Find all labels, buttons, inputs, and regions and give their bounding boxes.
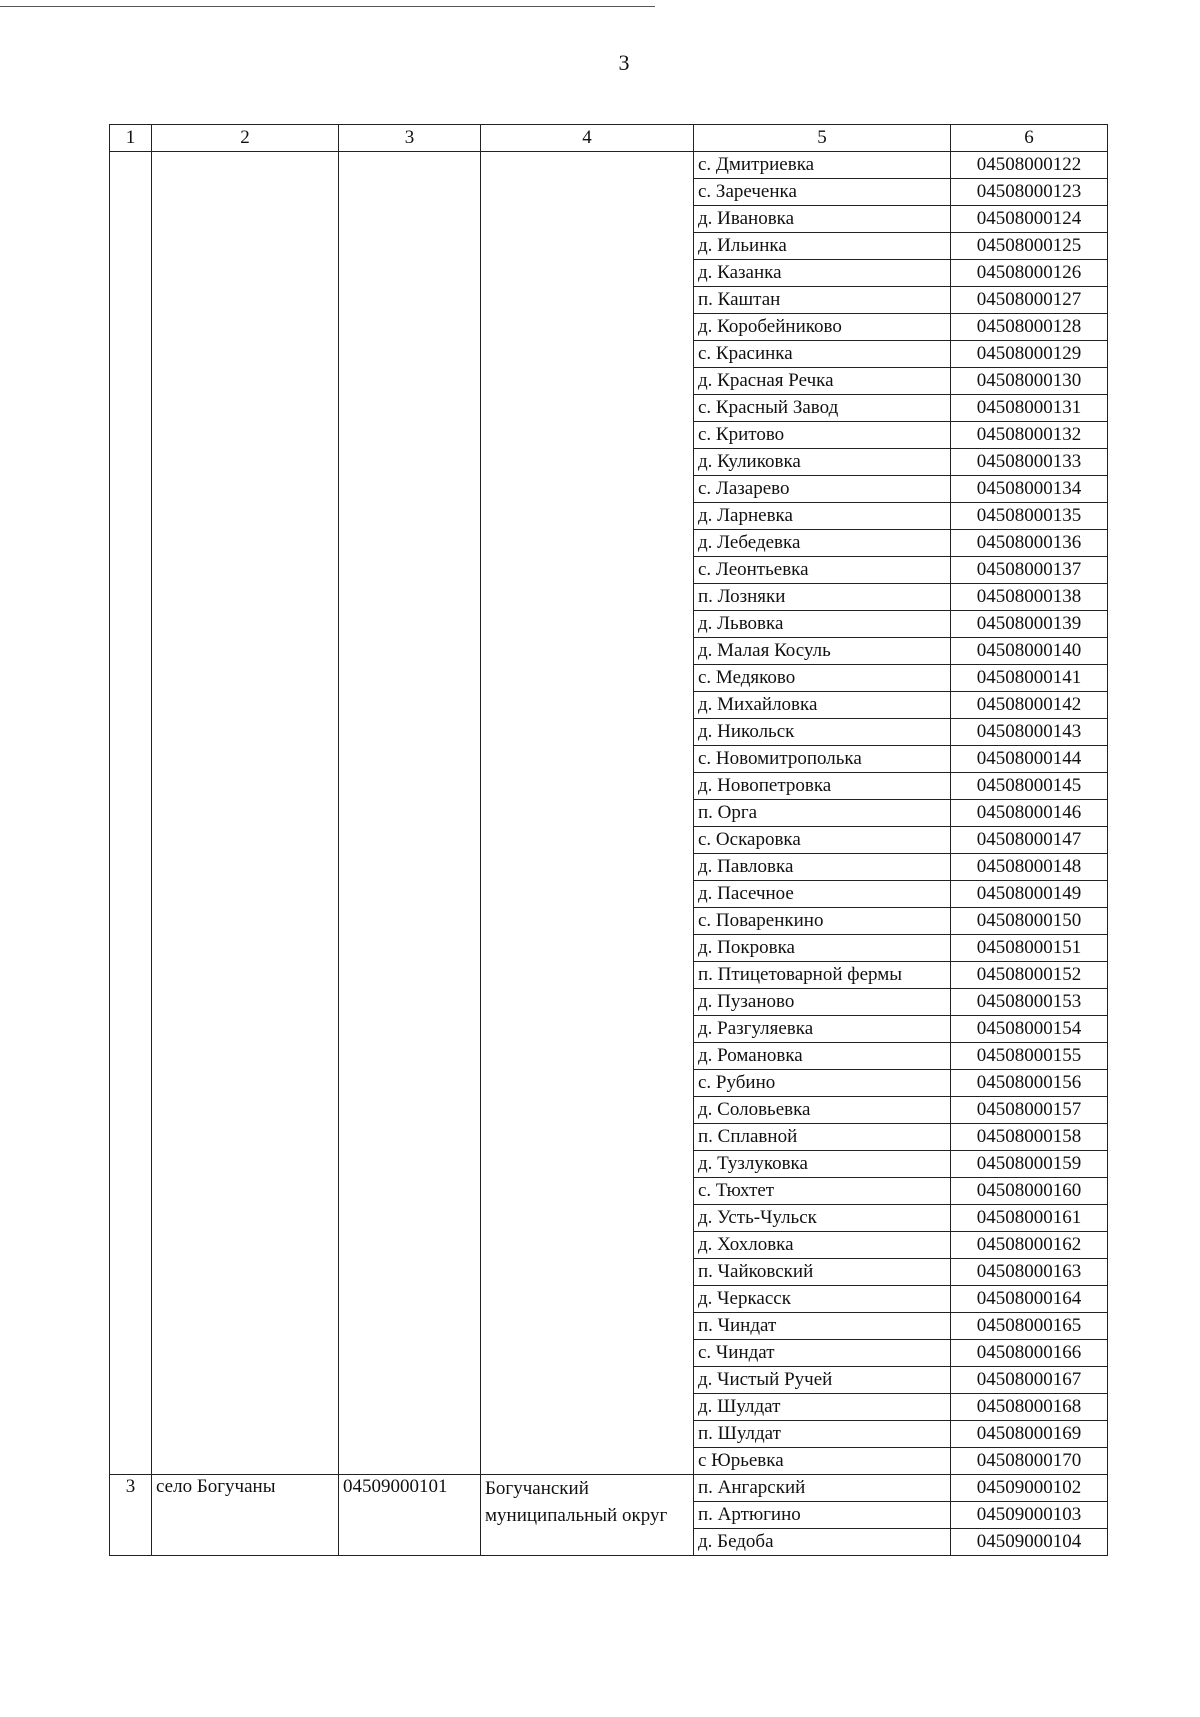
table-row <box>110 1475 1108 1502</box>
settlement-name: с. Красный Завод <box>694 395 951 422</box>
settlement-name: с. Оскаровка <box>694 827 951 854</box>
settlement-code: 04508000124 <box>951 206 1108 233</box>
column-header-1: 1 <box>110 125 152 152</box>
settlement-code: 04508000140 <box>951 638 1108 665</box>
settlement-code: 04508000126 <box>951 260 1108 287</box>
settlement-code: 04508000146 <box>951 800 1108 827</box>
settlement-code: 04508000165 <box>951 1313 1108 1340</box>
settlement-name: п. Артюгино <box>694 1502 951 1529</box>
settlement-code: 04508000127 <box>951 287 1108 314</box>
column-header-3: 3 <box>339 125 481 152</box>
settlement-code: 04508000157 <box>951 1097 1108 1124</box>
settlement-name: д. Тузлуковка <box>694 1151 951 1178</box>
administrative-center: село Богучаны <box>152 1475 339 1556</box>
settlement-name: д. Михайловка <box>694 692 951 719</box>
settlement-name: с Юрьевка <box>694 1448 951 1475</box>
settlement-code: 04508000148 <box>951 854 1108 881</box>
settlement-name: п. Лозняки <box>694 584 951 611</box>
settlement-name: с. Новомитрополька <box>694 746 951 773</box>
settlement-code: 04508000164 <box>951 1286 1108 1313</box>
settlement-code: 04509000104 <box>951 1529 1108 1556</box>
settlement-code: 04508000129 <box>951 341 1108 368</box>
settlement-name: д. Новопетровка <box>694 773 951 800</box>
settlement-name: с. Красинка <box>694 341 951 368</box>
settlement-code: 04508000137 <box>951 557 1108 584</box>
administrative-center-continued <box>152 152 339 1475</box>
settlement-name: п. Чиндат <box>694 1313 951 1340</box>
settlement-name: п. Птицетоварной фермы <box>694 962 951 989</box>
settlement-name: д. Казанка <box>694 260 951 287</box>
settlement-name: д. Покровка <box>694 935 951 962</box>
settlement-code: 04508000149 <box>951 881 1108 908</box>
settlement-code: 04508000143 <box>951 719 1108 746</box>
settlement-name: с. Рубино <box>694 1070 951 1097</box>
settlement-code: 04508000150 <box>951 908 1108 935</box>
settlement-code: 04508000155 <box>951 1043 1108 1070</box>
settlement-code: 04508000144 <box>951 746 1108 773</box>
settlement-name: д. Пузаново <box>694 989 951 1016</box>
settlement-name: с. Поваренкино <box>694 908 951 935</box>
column-header-2: 2 <box>152 125 339 152</box>
group-3-rows <box>110 1475 1108 1556</box>
settlement-code: 04508000142 <box>951 692 1108 719</box>
settlement-name: д. Черкасск <box>694 1286 951 1313</box>
settlement-code: 04508000167 <box>951 1367 1108 1394</box>
settlement-name: д. Чистый Ручей <box>694 1367 951 1394</box>
page-number: 3 <box>618 50 630 75</box>
settlement-name: с. Критово <box>694 422 951 449</box>
settlement-code: 04508000132 <box>951 422 1108 449</box>
settlement-name: п. Ангарский <box>694 1475 951 1502</box>
settlement-code: 04508000123 <box>951 179 1108 206</box>
municipal-district-continued <box>481 152 694 1475</box>
settlement-name: д. Львовка <box>694 611 951 638</box>
settlement-name: с. Леонтьевка <box>694 557 951 584</box>
settlement-code: 04508000159 <box>951 1151 1108 1178</box>
settlement-name: д. Павловка <box>694 854 951 881</box>
column-header-4: 4 <box>481 125 694 152</box>
settlement-code: 04508000145 <box>951 773 1108 800</box>
settlement-code: 04508000168 <box>951 1394 1108 1421</box>
settlement-name: п. Сплавной <box>694 1124 951 1151</box>
settlement-code: 04508000152 <box>951 962 1108 989</box>
settlement-code: 04508000158 <box>951 1124 1108 1151</box>
settlement-code: 04508000170 <box>951 1448 1108 1475</box>
settlement-code: 04508000151 <box>951 935 1108 962</box>
settlement-name: с. Тюхтет <box>694 1178 951 1205</box>
settlement-name: д. Романовка <box>694 1043 951 1070</box>
settlement-name: д. Лебедевка <box>694 530 951 557</box>
settlement-code: 04508000131 <box>951 395 1108 422</box>
settlement-name: с. Чиндат <box>694 1340 951 1367</box>
settlement-code: 04508000130 <box>951 368 1108 395</box>
settlement-name: с. Лазарево <box>694 476 951 503</box>
settlement-code: 04508000125 <box>951 233 1108 260</box>
settlement-code: 04508000136 <box>951 530 1108 557</box>
settlement-code: 04508000163 <box>951 1259 1108 1286</box>
settlement-code: 04508000160 <box>951 1178 1108 1205</box>
settlement-code: 04508000139 <box>951 611 1108 638</box>
settlement-name: д. Ильинка <box>694 233 951 260</box>
settlement-code: 04508000138 <box>951 584 1108 611</box>
continued-rows <box>110 152 1108 1475</box>
settlement-name: д. Малая Косуль <box>694 638 951 665</box>
settlement-name: д. Усть-Чульск <box>694 1205 951 1232</box>
settlement-name: п. Каштан <box>694 287 951 314</box>
settlement-name: с. Медяково <box>694 665 951 692</box>
settlement-code: 04508000141 <box>951 665 1108 692</box>
settlement-name: д. Бедоба <box>694 1529 951 1556</box>
settlements-table <box>109 124 1108 1556</box>
settlement-name: д. Ларневка <box>694 503 951 530</box>
settlement-name: д. Разгуляевка <box>694 1016 951 1043</box>
settlement-code: 04508000134 <box>951 476 1108 503</box>
settlement-name: д. Пасечное <box>694 881 951 908</box>
settlement-name: д. Ивановка <box>694 206 951 233</box>
settlement-code: 04508000153 <box>951 989 1108 1016</box>
settlement-code: 04508000128 <box>951 314 1108 341</box>
settlement-code: 04508000169 <box>951 1421 1108 1448</box>
settlement-code: 04508000135 <box>951 503 1108 530</box>
settlement-name: д. Шулдат <box>694 1394 951 1421</box>
settlement-name: д. Соловьевка <box>694 1097 951 1124</box>
settlement-name: д. Куликовка <box>694 449 951 476</box>
header-row <box>110 125 1108 152</box>
settlement-code: 04509000102 <box>951 1475 1108 1502</box>
settlement-name: п. Орга <box>694 800 951 827</box>
settlement-name: д. Никольск <box>694 719 951 746</box>
group-number-continued <box>110 152 152 1475</box>
settlement-name: д. Коробейниково <box>694 314 951 341</box>
settlement-code: 04508000122 <box>951 152 1108 179</box>
settlement-code: 04508000161 <box>951 1205 1108 1232</box>
table-row <box>110 152 1108 179</box>
settlement-name: д. Красная Речка <box>694 368 951 395</box>
group-number: 3 <box>110 1475 152 1556</box>
settlement-code: 04508000133 <box>951 449 1108 476</box>
settlement-name: д. Хохловка <box>694 1232 951 1259</box>
settlement-code: 04508000147 <box>951 827 1108 854</box>
municipal-district: Богучанский муниципальный округ <box>481 1475 694 1556</box>
administrative-center-code: 04509000101 <box>339 1475 481 1556</box>
settlement-code: 04509000103 <box>951 1502 1108 1529</box>
settlement-code: 04508000154 <box>951 1016 1108 1043</box>
top-rule <box>0 6 655 7</box>
settlement-code: 04508000162 <box>951 1232 1108 1259</box>
settlement-name: с. Дмитриевка <box>694 152 951 179</box>
settlement-name: п. Чайковский <box>694 1259 951 1286</box>
settlement-name: с. Зареченка <box>694 179 951 206</box>
column-header-5: 5 <box>694 125 951 152</box>
settlement-code: 04508000166 <box>951 1340 1108 1367</box>
column-header-6: 6 <box>951 125 1108 152</box>
administrative-center-code-continued <box>339 152 481 1475</box>
settlement-name: п. Шулдат <box>694 1421 951 1448</box>
settlement-code: 04508000156 <box>951 1070 1108 1097</box>
